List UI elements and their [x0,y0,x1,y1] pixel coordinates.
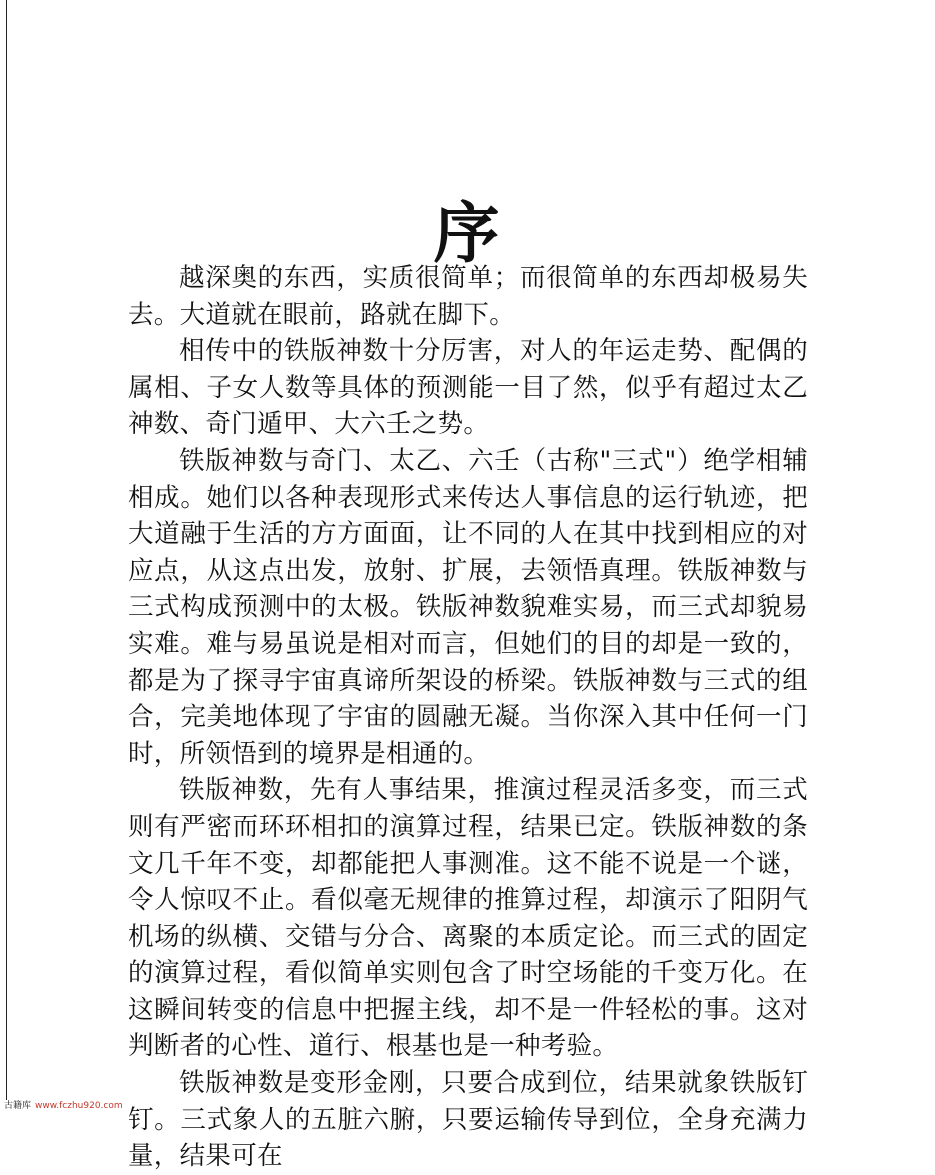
watermark-site-name: 古籍库 [4,1101,32,1111]
document-body [128,260,808,1175]
watermark-url: www.fczhu920.com [35,1101,123,1111]
paragraph-2: 相传中的铁版神数十分厉害，对人的年运走势、配偶的属相、子女人数等具体的预测能一目了然，似乎有超过太乙神数、奇门遁甲、大六壬之势。 [128,336,808,440]
page-title: 序 [433,195,502,273]
paragraph-5: 铁版神数是变形金刚，只要合成到位，结果就象铁版钉钉。三式象人的五脏六腑，只要运输传导到位，全身充满力量，结果可在 [128,1068,808,1172]
paragraph-1: 越深奥的东西，实质很简单；而很简单的东西却极易失去。大道就在眼前，路就在脚下。 [128,263,808,330]
paragraph-4: 铁版神数，先有人事结果，推演过程灵活多变，而三式则有严密而环环相扣的演算过程，结果已定。铁版神数的条文几千年不变，却都能把人事测准。这不能不说是一个谜，令人惊叹不止。看似毫无规律的推算过程，却演示了阳阴气机场的纵横、交错与分合、离聚的本质定论。而三式的固定的演算过程，看似简单实则包含了时空场能的千变万化。在这瞬间转变的信息中把握主线，却不是一件轻松的事。这对判断者的心性、道行、根基也是一种考验。 [128,775,808,1062]
watermark [4,1100,123,1112]
page-edge-line [6,0,7,1100]
paragraph-3: 铁版神数与奇门、太乙、六壬（古称"三式"）绝学相辅相成。她们以各种表现形式来传达人事信息的运行轨迹，把大道融于生活的方方面面，让不同的人在其中找到相应的对应点，从这点出发，放射、扩展，去领悟真理。铁版神数与三式构成预测中的太极。铁版神数貌难实易，而三式却貌易实难。难与易虽说是相对而言，但她们的目的却是一致的，都是为了探寻宇宙真谛所架设的桥梁。铁版神数与三式的组合，完美地体现了宇宙的圆融无凝。当你深入其中任何一门时，所领悟到的境界是相通的。 [128,445,808,769]
